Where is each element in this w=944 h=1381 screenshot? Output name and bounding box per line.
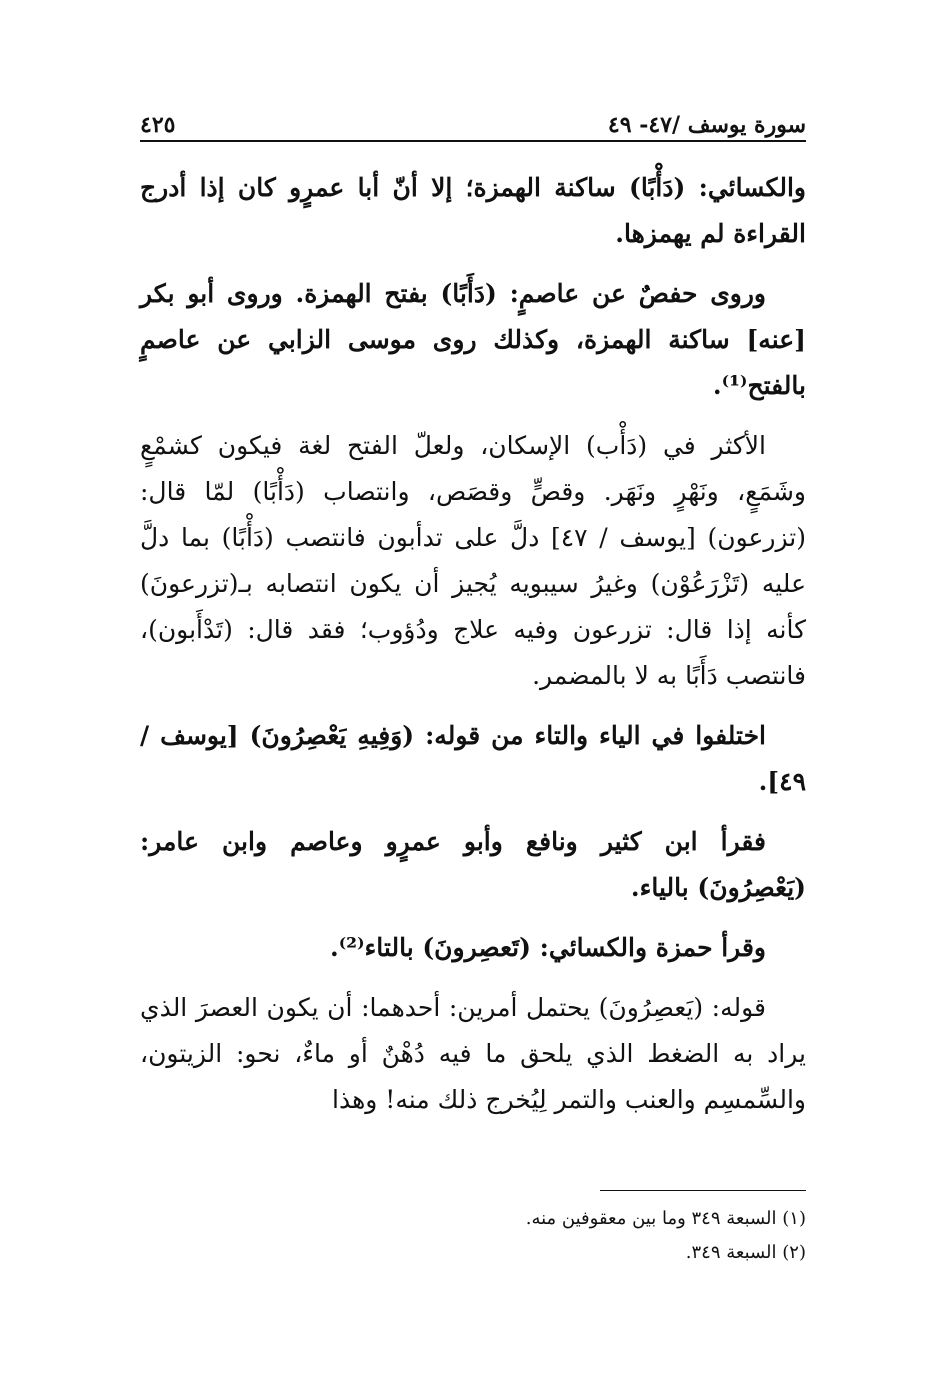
header-rule [140,140,806,142]
paragraph: قوله: (يَعصِرُونَ) يحتمل أمرين: أحدهما: أن يكون العصرَ الذي يراد به الضغط الذي يلحق ما فيه دُهْنٌ أو ماءٌ، نحو: الزيتون، والسِّمسِم والعنب والتمر لِيُخرج ذلك منه! وهذا [140,993,806,1114]
footnotes [140,1202,806,1270]
main-text [140,165,806,1137]
footnote: (٢) السبعة ٣٤٩. [685,1242,806,1263]
page-number: ٤٢٥ [140,112,176,138]
paragraph: الأكثر في (دَأْب) الإسكان، ولعلّ الفتح لغة فيكون كشمْعٍ وشَمَعٍ، ونَهْرٍ ونَهَر. وقصٍّ وقصَص، وانتصاب (دَأْبًا) لمّا قال: (تزرعون) [يوسف / ٤٧] دلَّ على تدأبون فانتصب (دَأْبًا) بما دلَّ عليه (تَزْرَعُوْن) وغيرُ سيبويه يُجيز أن يكون انتصابه بـ(تزرعونَ) كأنه إذا قال: تزرعون وفيه علاج ودُؤوب؛ فقد قال: (تَدْأَبون)، فانتصب دَأَبًا به لا بالمضمر. [140,431,806,690]
paragraph: وروى حفصٌ عن عاصمٍ: (دَأَبًا) بفتح الهمزة. وروى أبو بكر [عنه] ساكنة الهمزة، وكذلك روى موسى الزابي عن عاصمٍ بالفتح⁽¹⁾. [140,279,806,400]
paragraph: فقرأ ابن كثير ونافع وأبو عمرٍو وعاصم وابن عامر: (يَعْصِرُونَ) بالياء. [140,827,806,902]
surah-title: سورة يوسف /٤٧- ٤٩ [607,112,806,138]
running-header [140,100,806,138]
paragraph: والكسائي: (دَأْبًا) ساكنة الهمزة؛ إلا أنّ أبا عمرٍو كان إذا أدرج القراءة لم يهمزها. [140,173,806,248]
footnote: (١) السبعة ٣٤٩ وما بين معقوفين منه. [525,1208,806,1229]
paragraph: وقرأ حمزة والكسائي: (تَعصِرونَ) بالتاء⁽²⁾. [329,933,766,962]
paragraph: اختلفوا في الياء والتاء من قوله: (وَفِيهِ يَعْصِرُونَ) [يوسف / ٤٩]. [140,721,806,796]
footnote-rule [600,1190,806,1191]
